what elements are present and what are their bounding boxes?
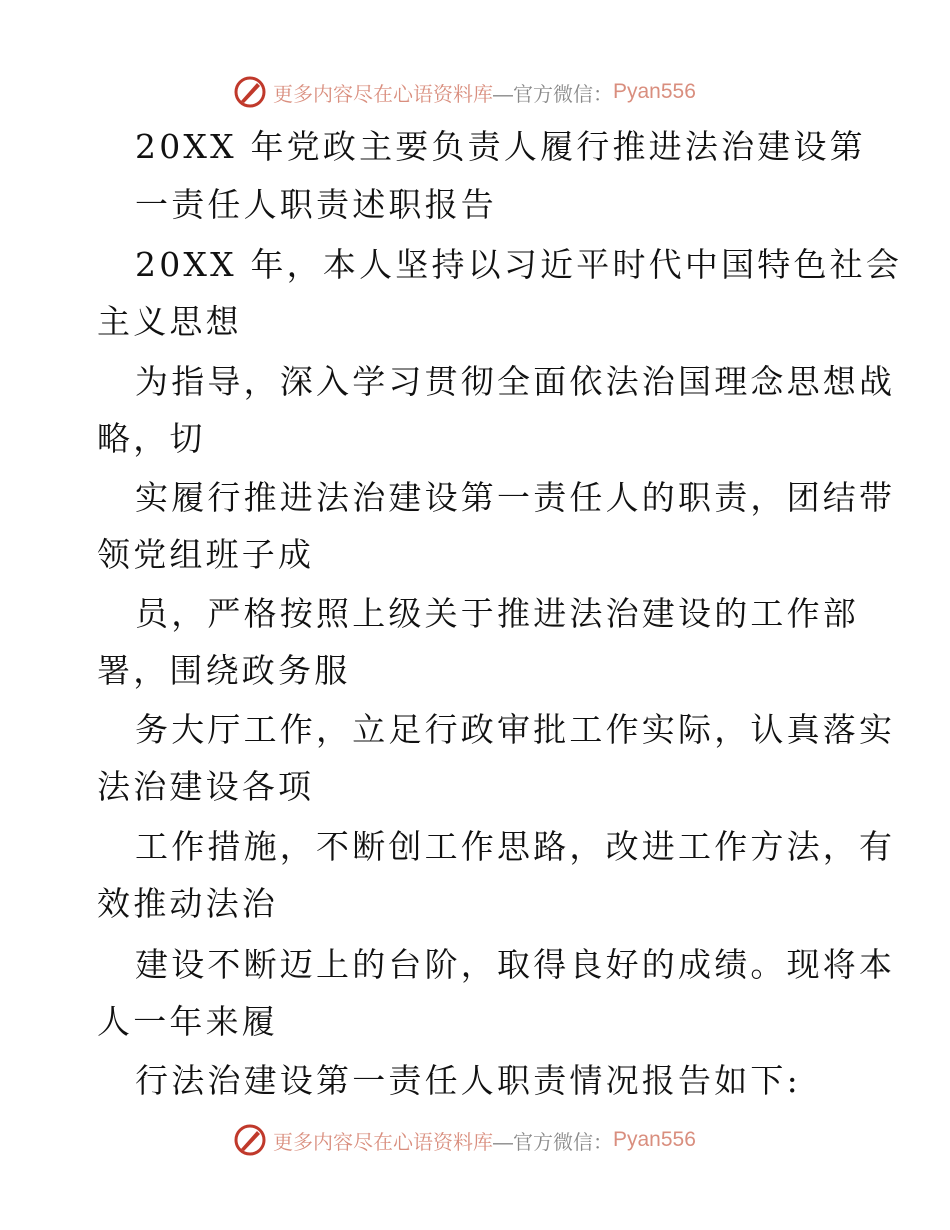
watermark-main-text: 更多内容尽在心语资料库 bbox=[273, 83, 493, 106]
pen-logo-icon bbox=[233, 75, 267, 109]
paragraph-line: 为指导，深入学习贯彻全面依法治国理念思想战 bbox=[135, 362, 896, 401]
watermark-footer bbox=[233, 1120, 696, 1160]
watermark-separator-text: —官方微信： bbox=[493, 83, 613, 106]
pen-logo-icon bbox=[233, 1123, 267, 1157]
watermark-separator-text: —官方微信： bbox=[493, 1131, 613, 1154]
paragraph-line: 员，严格按照上级关于推进法治建设的工作部 bbox=[135, 594, 859, 633]
paragraph-line: 人一年来履 bbox=[97, 1002, 278, 1041]
paragraph-line: 务大厅工作，立足行政审批工作实际，认真落实 bbox=[135, 710, 896, 749]
title-line-1: 20XX 年党政主要负责人履行推进法治建设第 bbox=[135, 127, 866, 166]
paragraph-line: 主义思想 bbox=[97, 302, 242, 341]
paragraph-line: 略，切 bbox=[97, 419, 206, 458]
watermark-wechat-id: Pyan556 bbox=[613, 80, 696, 103]
watermark-header bbox=[233, 72, 696, 112]
paragraph-line: 领党组班子成 bbox=[97, 535, 315, 574]
paragraph-line: 工作措施，不断创工作思路，改进工作方法，有 bbox=[135, 827, 896, 866]
title-line-2: 一责任人职责述职报告 bbox=[135, 185, 497, 224]
paragraph-line: 行法治建设第一责任人职责情况报告如下: bbox=[135, 1061, 801, 1100]
paragraph-line: 效推动法治 bbox=[97, 884, 278, 923]
watermark-wechat-id: Pyan556 bbox=[613, 1128, 696, 1151]
paragraph-line: 建设不断迈上的台阶，取得良好的成绩。现将本 bbox=[135, 945, 896, 984]
paragraph-line: 署，围绕政务服 bbox=[97, 651, 351, 690]
paragraph-line: 20XX 年，本人坚持以习近平时代中国特色社会 bbox=[135, 245, 903, 284]
watermark-main-text: 更多内容尽在心语资料库 bbox=[273, 1131, 493, 1154]
paragraph-line: 实履行推进法治建设第一责任人的职责，团结带 bbox=[135, 478, 896, 517]
paragraph-line: 法治建设各项 bbox=[97, 767, 315, 806]
